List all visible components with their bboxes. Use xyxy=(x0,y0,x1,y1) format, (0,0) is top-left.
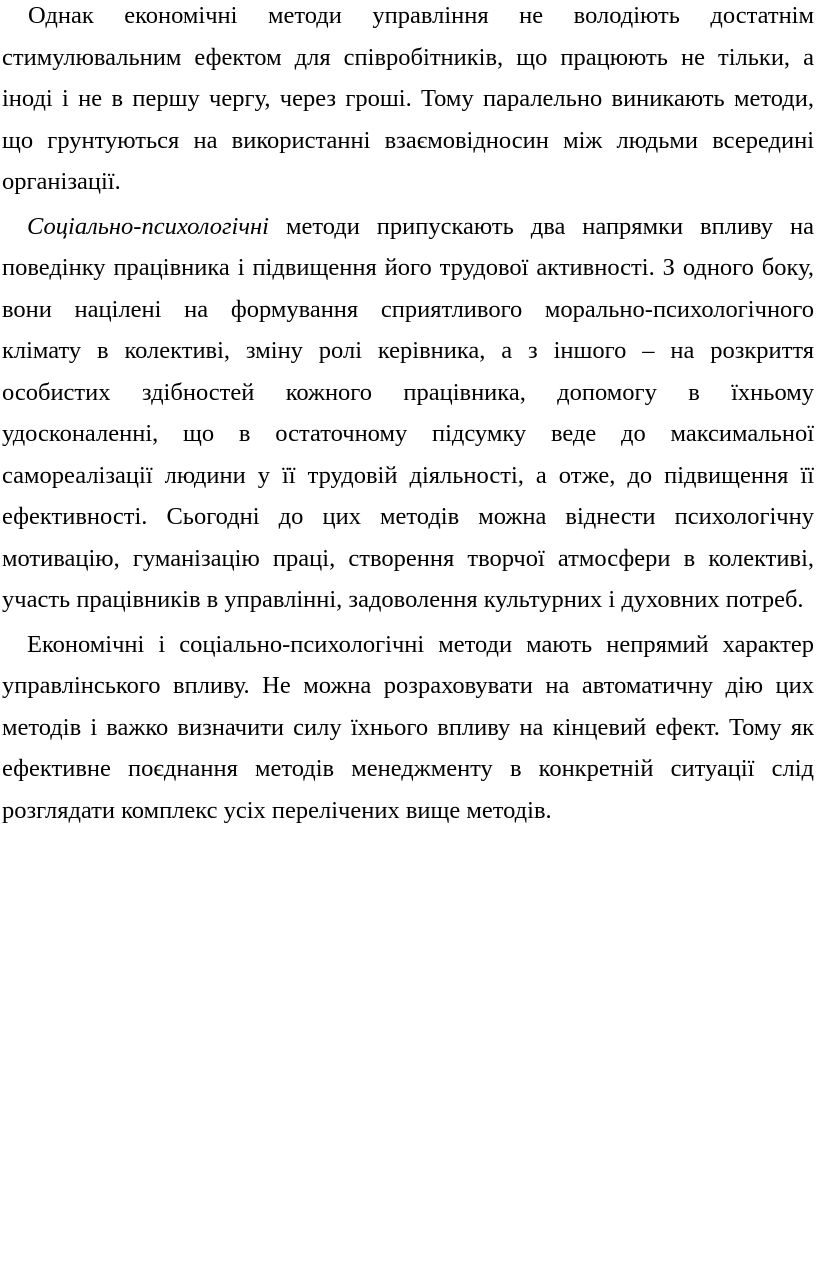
paragraph-combined-methods xyxy=(2,624,814,832)
paragraph-2-italic-term: Соціально-психологічні xyxy=(27,212,269,240)
paragraph-1-text: Однак економічні методи управління не володіють достатнім стимулювальним ефектом для співробітників, що працюють не тільки, а іноді і не в першу чергу, через гроші. Тому паралельно виникають методи, що грунтуються на використанні взаємовідносин між людьми всередині організації. xyxy=(2,2,814,195)
paragraph-3-text: Економічні і соціально-психологічні методи мають непрямий характер управлінського впливу. Не можна розраховувати на автоматичну дію цих методів і важко визначити силу їхнього впливу на кінцевий ефект. Тому як ефективне поєднання методів менеджменту в конкретній ситуації слід розглядати комплекс усіх перелічених вище методів. xyxy=(2,630,814,824)
paragraph-social-psychological-methods xyxy=(2,206,814,621)
paragraph-economic-methods xyxy=(2,0,814,203)
paragraph-2-text: методи припускають два напрямки впливу на поведінку працівника і підвищення його трудової активності. З одного боку, вони націлені на формування сприятливого морально-психологічного клімату в колективі, зміну ролі керівника, а з іншого – на розкриття особистих здібностей кожного працівника, допомогу в їхньому удосконаленні, що в остаточному підсумку веде до максимальної самореалізації людини у її трудовій діяльності, а отже, до підвищення її ефективності. Сьогодні до цих методів можна віднести психологічну мотивацію, гуманізацію праці, створення творчої атмосфери в колективі, участь працівників в управлінні, задоволення культурних і духовних потреб. xyxy=(2,212,814,613)
